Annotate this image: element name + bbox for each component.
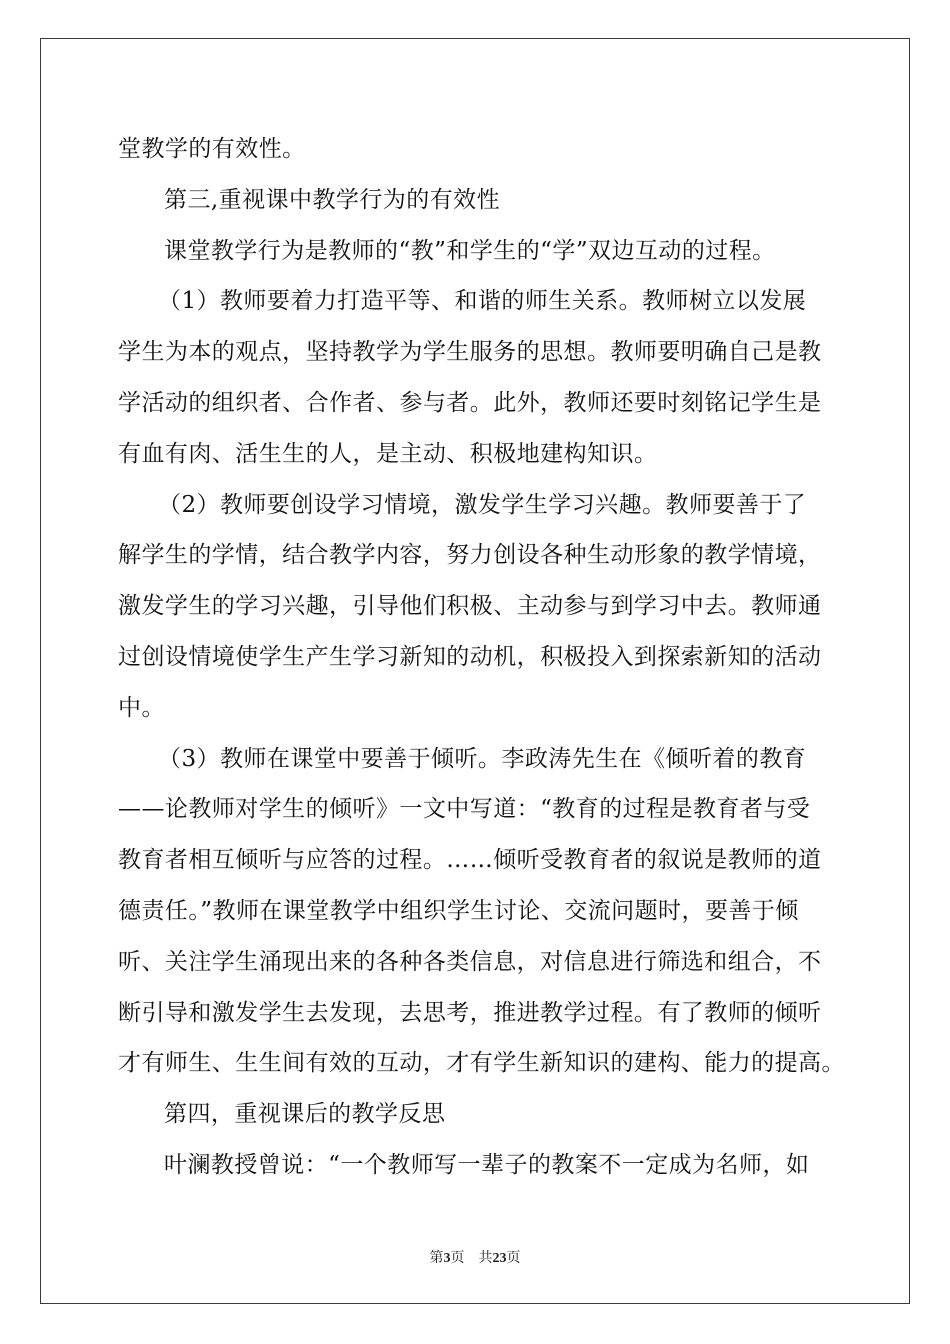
total-prefix: 共 bbox=[478, 1251, 493, 1266]
text-line: （1）教师要着力打造平等、和谐的师生关系。教师树立以发展 bbox=[158, 288, 807, 315]
text-line: 有血有肉、活生生的人，是主动、积极地建构知识。 bbox=[118, 440, 658, 467]
page-footer bbox=[0, 1247, 950, 1267]
text-line: 叶澜教授曾说：“一个教师写一辈子的教案不一定成为名师，如 bbox=[164, 1151, 810, 1178]
text-line: 教育者相互倾听与应答的过程。……倾听受教育者的叙说是教师的道 bbox=[118, 847, 822, 874]
text-line: 学活动的组织者、合作者、参与者。此外，教师还要时刻铭记学生是 bbox=[118, 389, 822, 416]
total-suffix: 页 bbox=[506, 1251, 521, 1266]
text-line: 激发学生的学习兴趣，引导他们积极、主动参与到学习中去。教师通 bbox=[118, 593, 822, 620]
total-pages: 23 bbox=[492, 1251, 507, 1266]
section-heading: 第三,重视课中教学行为的有效性 bbox=[164, 186, 501, 213]
text-line: 听、关注学生涌现出来的各种各类信息，对信息进行筛选和组合，不 bbox=[118, 948, 822, 975]
text-line: 德责任。”教师在课堂教学中组织学生讨论、交流问题时，要善于倾 bbox=[118, 897, 799, 924]
text-line: 堂教学的有效性。 bbox=[118, 136, 306, 162]
page-prefix: 第 bbox=[429, 1251, 444, 1266]
document-body bbox=[118, 124, 845, 1191]
section-heading: 第四，重视课后的教学反思 bbox=[164, 1101, 446, 1128]
page-number: 3 bbox=[443, 1251, 451, 1266]
text-line: 课堂教学行为是教师的“教”和学生的“学”双边互动的过程。 bbox=[164, 237, 776, 264]
text-line: 过创设情境使学生产生学习新知的动机，积极投入到探索新知的活动 bbox=[118, 643, 822, 670]
text-line: ——论教师对学生的倾听》一文中写道：“教育的过程是教育者与受 bbox=[118, 796, 811, 823]
page-suffix: 页 bbox=[450, 1251, 465, 1266]
text-line: 解学生的学情，结合教学内容，努力创设各种生动形象的教学情境， bbox=[118, 542, 822, 569]
text-line: （2）教师要创设学习情境，激发学生学习兴趣。教师要善于了 bbox=[158, 491, 807, 518]
text-line: 才有师生、生生间有效的互动，才有学生新知识的建构、能力的提高。 bbox=[118, 1050, 845, 1077]
text-line: 中。 bbox=[118, 694, 165, 721]
text-line: （3）教师在课堂中要善于倾听。李政涛先生在《倾听着的教育 bbox=[158, 745, 807, 772]
text-line: 学生为本的观点，坚持教学为学生服务的思想。教师要明确自己是教 bbox=[118, 339, 822, 366]
text-line: 断引导和激发学生去发现，去思考，推进教学过程。有了教师的倾听 bbox=[118, 999, 822, 1026]
